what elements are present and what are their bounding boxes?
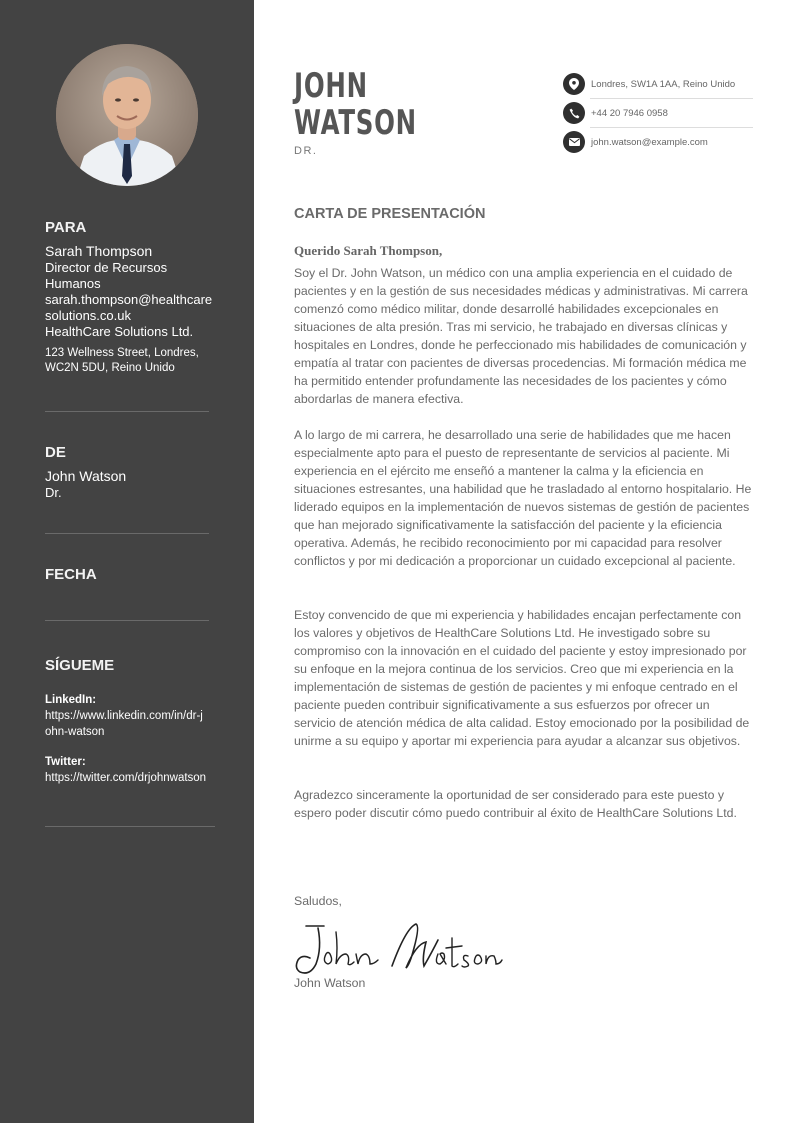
location-pin-icon — [563, 73, 585, 95]
contact-divider — [590, 98, 753, 99]
letter-heading: CARTA DE PRESENTACIÓN — [294, 206, 486, 222]
portrait-image — [56, 44, 198, 186]
sender-title: Dr. — [45, 485, 62, 500]
contact-email — [563, 129, 753, 155]
linkedin-label: LinkedIn: — [45, 694, 97, 706]
recipient-heading: PARA — [45, 219, 87, 236]
twitter-link[interactable]: https://twitter.com/drjohnwatson — [45, 772, 207, 784]
date-heading: FECHA — [45, 566, 97, 583]
recipient-company: HealthCare Solutions Ltd. — [45, 324, 194, 339]
linkedin-link[interactable]: https://www.linkedin.com/in/dr-john-watson — [45, 710, 203, 738]
sender-section — [45, 444, 215, 501]
letter-paragraph: Estoy convencido de que mi experiencia y habilidades encajan perfectamente con los valores y objetivos de HealthCare Solutions Ltd. He investigado sobre su compromiso con la innovación en el cuidado del paciente y estoy impresionado por su enfoque en la mejora continua de los servicios. Creo que mi experiencia en la implementación de sistemas de gestión de pacientes y mi enfoque centrado en el paciente pueden contribuir significativamente a sus esfuerzos por ofrecer un servicio de atención médica de alta calidad. Estoy emocionado por la posibilidad de unirme a su equipo y aportar mi experiencia para ayudar a alcanzar sus objetivos. — [294, 608, 750, 748]
letter-paragraph: Soy el Dr. John Watson, un médico con una amplia experiencia en el cuidado de pacientes y en la gestión de sus necesidades médicas y administrativas. Mi carrera comenzó como médico militar, donde desarrollé habilidades excepcionales en situaciones de alta presión. Tras mi servicio, he trabajado en diversas clínicas y hospitales en Londres, donde he perfeccionado mis habilidades de comunicación y empatía al tratar con pacientes de diversas procedencias. Mi formación médica me ha permitido entender profundamente las necesidades de los pacientes y cómo abordarlas de manera efectiva. — [294, 266, 748, 406]
sidebar-divider — [45, 620, 209, 621]
mail-icon — [563, 131, 585, 153]
last-name: WATSON — [294, 103, 417, 143]
sidebar-divider — [45, 533, 209, 534]
date-section — [45, 566, 215, 584]
contact-phone-text[interactable]: +44 20 7946 0958 — [591, 107, 668, 119]
sidebar-divider — [45, 826, 215, 827]
avatar — [56, 44, 198, 186]
recipient-address: 123 Wellness Street, Londres, WC2N 5DU, Reino Unido — [45, 347, 199, 374]
contact-divider — [590, 127, 753, 128]
contact-address-text: Londres, SW1A 1AA, Reino Unido — [591, 78, 736, 90]
first-name: JOHN — [294, 66, 368, 106]
social-section — [45, 657, 215, 786]
letter-paragraph: A lo largo de mi carrera, he desarrollado una serie de habilidades que me hacen especialmente apto para el puesto de representante de servicios al paciente. Mi experiencia en el ejército me enseñó a mantener la calma y la eficiencia en situaciones estresantes, una habilidad que he trasladado al entorno hospitalario. He liderado equipos en la implementación de nuevos sistemas de gestión de pacientes que han mejorado significativamente la satisfacción del paciente y la eficiencia operativa. Además, he recibido reconocimiento por mi capacidad para resolver conflictos y por mi dedicación a proporcionar un cuidado excepcional al paciente. — [294, 428, 752, 568]
salutation: Querido Sarah Thompson, — [294, 243, 443, 258]
signature-image — [292, 918, 504, 980]
recipient-name: Sarah Thompson — [45, 243, 153, 259]
signer-name: John Watson — [294, 976, 366, 990]
applicant-title: DR. — [294, 145, 318, 157]
twitter-label: Twitter: — [45, 756, 86, 768]
sidebar — [0, 0, 254, 1123]
letter-paragraph: Agradezco sinceramente la oportunidad de ser considerado para este puesto y espero poder discutir cómo puedo contribuir al éxito de HealthCare Solutions Ltd. — [294, 788, 737, 820]
recipient-section — [45, 219, 215, 376]
contact-phone — [563, 100, 753, 126]
applicant-name — [294, 68, 417, 142]
contact-email-text[interactable]: john.watson@example.com — [591, 136, 708, 148]
recipient-role: Director de Recursos Humanos — [45, 260, 168, 291]
contact-address — [563, 71, 753, 97]
recipient-email[interactable]: sarah.thompson@healthcaresolutions.co.uk — [45, 292, 213, 323]
sender-name: John Watson — [45, 468, 127, 484]
social-heading: SÍGUEME — [45, 657, 115, 674]
sender-heading: DE — [45, 444, 66, 461]
closing: Saludos, — [294, 894, 342, 908]
sidebar-divider — [45, 411, 209, 412]
phone-icon — [563, 102, 585, 124]
